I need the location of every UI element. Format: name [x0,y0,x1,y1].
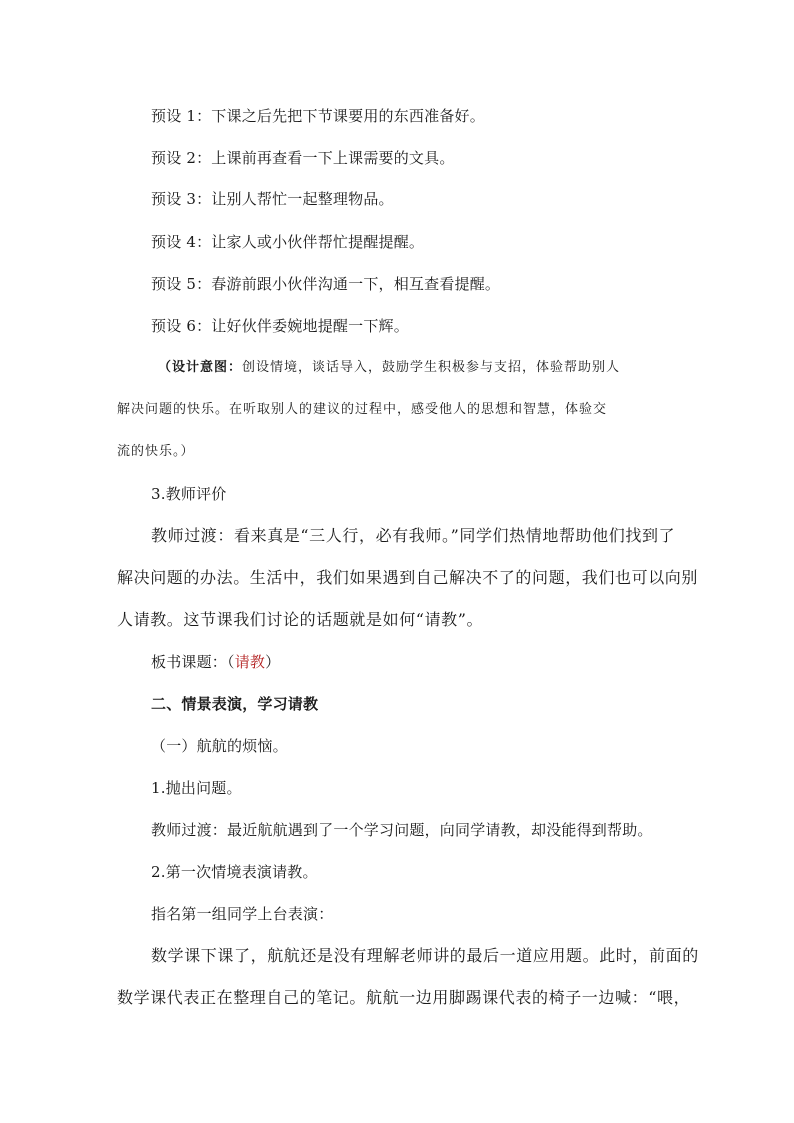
board-title-word: 请教 [234,653,266,671]
section-2-item-2-text: 指名第一组同学上台表演： [151,905,334,923]
preset-4: 预设 4：让家人或小伙伴帮忙提醒提醒。 [151,233,425,251]
preset-5: 预设 5：春游前跟小伙伴沟通一下，相互查看提醒。 [151,275,501,293]
design-intent-line-1 [158,358,620,378]
section-2-sub-1: （一）航航的烦恼。 [151,737,288,755]
design-intent-label: （设计意图： [158,360,243,375]
design-intent-text-1: 创设情境，谈话导入，鼓励学生积极参与支招，体验帮助别人 [242,360,621,375]
board-title [151,652,280,672]
board-title-open-paren: （ [227,653,235,671]
preset-6: 预设 6：让好伙伴委婉地提醒一下辉。 [151,317,409,335]
design-intent-line-3: 流的快乐。） [117,444,195,459]
teacher-eval-line-2: 解决问题的办法。生活中，我们如果遇到自己解决不了的问题，我们也可以向别 [117,568,699,587]
section-2-heading: 二、情景表演，学习请教 [151,695,319,713]
teacher-eval-heading: 3.教师评价 [151,485,227,503]
preset-3: 预设 3：让别人帮忙一起整理物品。 [151,190,394,208]
section-2-item-2: 2.第一次情境表演请教。 [151,863,318,881]
design-intent-line-2: 解决问题的快乐。在听取别人的建议的过程中，感受他人的思想和智慧，体验交 [117,402,608,417]
board-title-prefix: 板书课题： [151,653,228,671]
story-line-2: 数学课代表正在整理自己的笔记。航航一边用脚踢课代表的椅子一边喊：“喂， [117,988,691,1007]
board-title-close-paren: ） [265,653,281,671]
teacher-eval-line-1: 教师过渡：看来真是“三人行，必有我师。”同学们热情地帮助他们找到了 [151,526,676,545]
preset-1: 预设 1：下课之后先把下节课要用的东西准备好。 [151,107,485,125]
preset-2: 预设 2：上课前再查看一下上课需要的文具。 [151,149,455,167]
section-2-item-1: 1.抛出问题。 [151,779,242,797]
story-line-1: 数学课下课了，航航还是没有理解老师讲的最后一道应用题。此时，前面的 [151,946,699,965]
teacher-eval-line-3: 人请教。这节课我们讨论的话题就是如何“请教”。 [117,610,484,629]
section-2-item-1-text: 教师过渡：最近航航遇到了一个学习问题，向同学请教，却没能得到帮助。 [151,821,653,839]
